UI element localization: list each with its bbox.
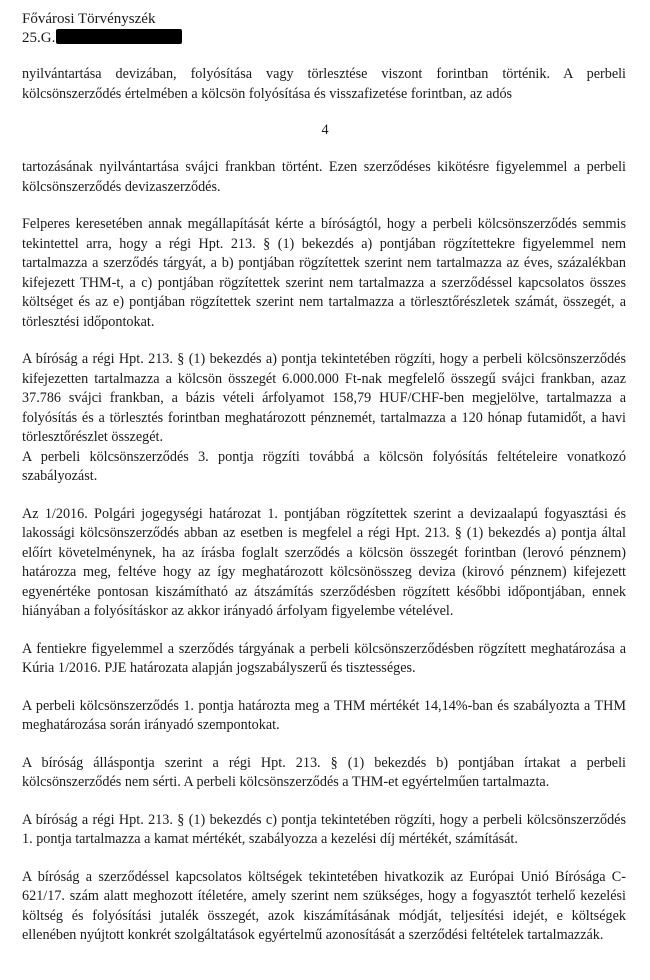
page-number: 4: [321, 122, 329, 138]
paragraph: A bíróság a régi Hpt. 213. § (1) bekezdés c) pontja tekintetében rögzíti, hogy a perbeli kölcsönszerződés 1. pontja tartalmazza a kamat mértékét, szabályozza a kezelési díj mértékét, számítását.: [22, 811, 626, 847]
document-header: [22, 10, 182, 48]
case-number-prefix: 25.G.: [22, 30, 56, 46]
paragraph: A bíróság a szerződéssel kapcsolatos költségek tekintetében hivatkozik az Európai Unió Bírósága C-621/17. szám alatt meghozott ítéletére, amely szerint nem szükséges, hogy a fogyasztót terhelő kezelési költség és folyósítási jutalék összegét, azok kiszámításának módját, teljesítési idejét, e költségek ellenében nyújtott konkrét szolgáltatások egyértelmű azonosítását a szerződési feltételek tartalmazzák.: [22, 868, 626, 943]
redaction-bar: [56, 29, 182, 44]
paragraph: A bíróság álláspontja szerint a régi Hpt. 213. § (1) bekezdés b) pontjában írtakat a perbeli kölcsönszerződés nem sérti. A perbeli kölcsönszerződés a THM-et egyértelműen tartalmazta.: [22, 754, 626, 790]
document-body: [22, 158, 626, 946]
paragraph: Az 1/2016. Polgári jogegységi határozat 1. pontjában rögzítettek szerint a devizaalapú fogyasztási és lakossági kölcsönszerződés abban az esetben is megfelel a régi Hpt. 213. § (1) bekezdés a) pontja által előírt követelménynek, ha az írásba foglalt szerződés a kölcsön összegét forintban (lerovó pénznem) határozza meg, feltéve hogy az így meghatározott kölcsönösszeg deviza (kirovó pénznem) kifejezett egyenértéke pontosan kiszámítható az átszámítás szerződésben rögzített későbbi időpontjában, ennek hiányában a folyósításkor az akkor irányadó árfolyam figyelembe vételével.: [22, 505, 626, 619]
paragraph: A fentiekre figyelemmel a szerződés tárgyának a perbeli kölcsönszerződésben rögzített meghatározása a Kúria 1/2016. PJE határozata alapján jogszabályszerű és tisztességes.: [22, 640, 626, 676]
case-number: [22, 29, 182, 48]
continued-text: nyilvántartása devizában, folyósítása vagy törlesztése viszont forintban történik. A perbeli kölcsönszerződés értelmében a kölcsön folyósítása és visszafizetése forintban, az adós: [22, 66, 626, 102]
court-name: Fővárosi Törvényszék: [22, 11, 156, 27]
paragraph: A perbeli kölcsönszerződés 3. pontja rögzíti továbbá a kölcsön folyósítás feltételeire vonatkozó szabályozást.: [22, 448, 626, 484]
paragraph: Felperes keresetében annak megállapítását kérte a bíróságtól, hogy a perbeli kölcsönszerződés semmis tekintettel arra, hogy a régi Hpt. 213. § (1) bekezdés a) pontjában rögzítettekre figyelemmel nem tartalmazza a szerződés tárgyát, a b) pontjában rögzítettek szerint nem tartalmazza az éves, százalékban kifejezett THM-t, a c) pontjában rögzítettek szerint nem tartalmazza a szerződéssel kapcsolatos összes költséget és az e) pontjában rögzítettek szerint nem tartalmazza a törlesztőrészletek számát, összegét, a törlesztési időpontokat.: [22, 216, 626, 330]
paragraph: A bíróság a régi Hpt. 213. § (1) bekezdés a) pontja tekintetében rögzíti, hogy a perbeli kölcsönszerződés kifejezetten tartalmazza a kölcsön összegét 6.000.000 Ft-nak megfelelő összegű svájci frankban, azaz 37.786 svájci frankban, a bázis vételi árfolyamot 158,79 HUF/CHF-ben megjelölve, tartalmazza a folyósítás és a törlesztés forintban meghatározott pénznemét, tartalmazza a 120 hónap futamidőt, a havi törlesztőrészlet összegét.: [22, 351, 626, 445]
paragraph: A perbeli kölcsönszerződés 1. pontja határozta meg a THM mértékét 14,14%-ban és szabályozta a THM meghatározása során irányadó szempontokat.: [22, 697, 626, 733]
paragraph: tartozásának nyilvántartása svájci frankban történt. Ezen szerződéses kikötésre figyelemmel a perbeli kölcsönszerződés devizaszerződés.: [22, 159, 626, 195]
